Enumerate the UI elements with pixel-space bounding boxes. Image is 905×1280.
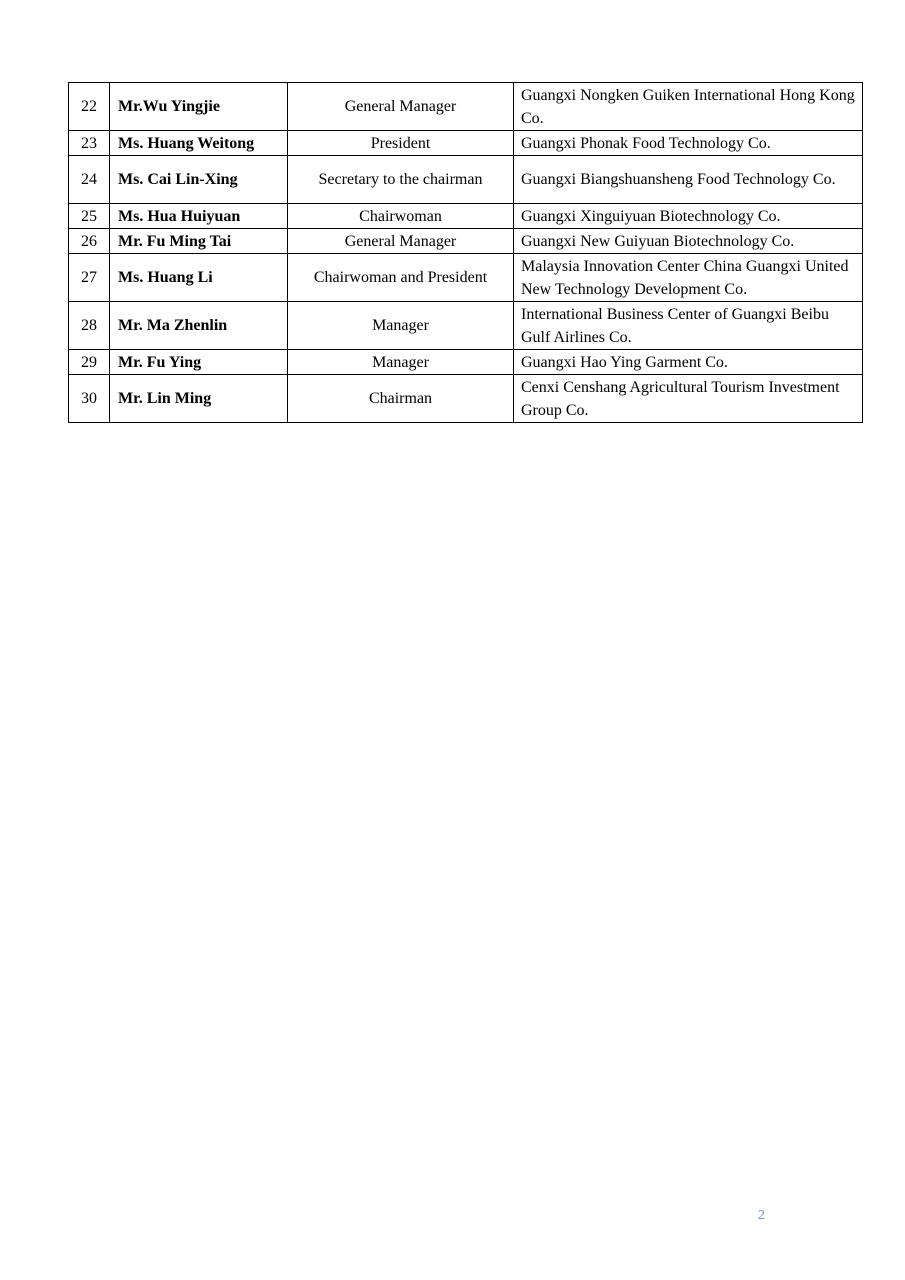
delegate-table: [68, 82, 863, 423]
organization: Guangxi Biangshuansheng Food Technology Co.: [514, 156, 863, 204]
table-row: [69, 131, 863, 156]
organization: Guangxi Hao Ying Garment Co.: [514, 350, 863, 375]
person-name: Mr. Ma Zhenlin: [110, 302, 288, 350]
page-number: 2: [758, 1208, 765, 1223]
row-number: 29: [69, 350, 110, 375]
table-row: [69, 83, 863, 131]
row-number: 23: [69, 131, 110, 156]
row-number: 25: [69, 204, 110, 229]
table-row: [69, 254, 863, 302]
organization: Guangxi Phonak Food Technology Co.: [514, 131, 863, 156]
row-number: 28: [69, 302, 110, 350]
organization: International Business Center of Guangxi Beibu Gulf Airlines Co.: [514, 302, 863, 350]
person-name: Mr. Fu Ying: [110, 350, 288, 375]
job-title: Secretary to the chairman: [288, 156, 514, 204]
person-name: Mr. Fu Ming Tai: [110, 229, 288, 254]
person-name: Ms. Huang Li: [110, 254, 288, 302]
job-title: Chairman: [288, 375, 514, 423]
person-name: Ms. Hua Huiyuan: [110, 204, 288, 229]
table-row: [69, 350, 863, 375]
job-title: Manager: [288, 350, 514, 375]
job-title: Manager: [288, 302, 514, 350]
job-title: General Manager: [288, 83, 514, 131]
table-row: [69, 204, 863, 229]
row-number: 22: [69, 83, 110, 131]
table-row: [69, 302, 863, 350]
row-number: 30: [69, 375, 110, 423]
table-row: [69, 229, 863, 254]
organization: Guangxi Xinguiyuan Biotechnology Co.: [514, 204, 863, 229]
organization: Cenxi Censhang Agricultural Tourism Investment Group Co.: [514, 375, 863, 423]
person-name: Mr. Lin Ming: [110, 375, 288, 423]
organization: Guangxi Nongken Guiken International Hong Kong Co.: [514, 83, 863, 131]
person-name: Mr.Wu Yingjie: [110, 83, 288, 131]
table-row: [69, 156, 863, 204]
organization: Guangxi New Guiyuan Biotechnology Co.: [514, 229, 863, 254]
job-title: Chairwoman: [288, 204, 514, 229]
job-title: President: [288, 131, 514, 156]
job-title: General Manager: [288, 229, 514, 254]
job-title: Chairwoman and President: [288, 254, 514, 302]
table-row: [69, 375, 863, 423]
person-name: Ms. Huang Weitong: [110, 131, 288, 156]
person-name: Ms. Cai Lin-Xing: [110, 156, 288, 204]
row-number: 24: [69, 156, 110, 204]
row-number: 27: [69, 254, 110, 302]
organization: Malaysia Innovation Center China Guangxi United New Technology Development Co.: [514, 254, 863, 302]
row-number: 26: [69, 229, 110, 254]
